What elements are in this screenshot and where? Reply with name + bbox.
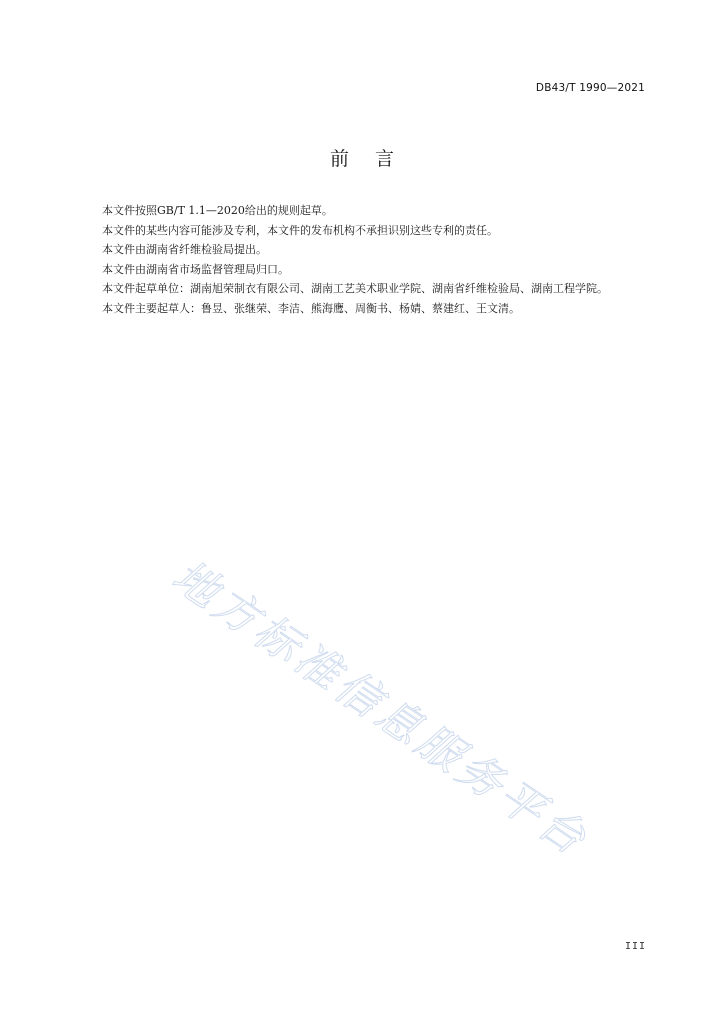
paragraph-patent-notice: 本文件的某些内容可能涉及专利，本文件的发布机构不承担识别这些专利的责任。: [102, 223, 498, 237]
paragraph-proposer: 本文件由湖南省纤维检验局提出。: [102, 243, 267, 257]
standard-code: DB43/T 1990—2021: [535, 82, 645, 94]
foreword-body: [80, 201, 648, 319]
paragraph-drafters: 本文件主要起草人：鲁昱、张继荣、李洁、熊海鹰、周衡书、杨婧、蔡建红、王文清。: [102, 301, 520, 315]
paragraph-administrator: 本文件由湖南省市场监督管理局归口。: [102, 262, 289, 276]
watermark: 地方标准信息服务平台: [163, 550, 598, 867]
paragraph-drafting-rules: 本文件按照GB/T 1.1—2020给出的规则起草。: [102, 204, 333, 217]
title-char-2: 言: [375, 148, 395, 170]
page-number: III: [624, 941, 646, 952]
paragraph-drafting-units: 本文件起草单位：湖南旭荣制衣有限公司、湖南工艺美术职业学院、湖南省纤维检验局、湖南工程学院。: [102, 282, 608, 296]
title-char-1: 前: [329, 148, 349, 170]
page-title: [0, 144, 724, 171]
